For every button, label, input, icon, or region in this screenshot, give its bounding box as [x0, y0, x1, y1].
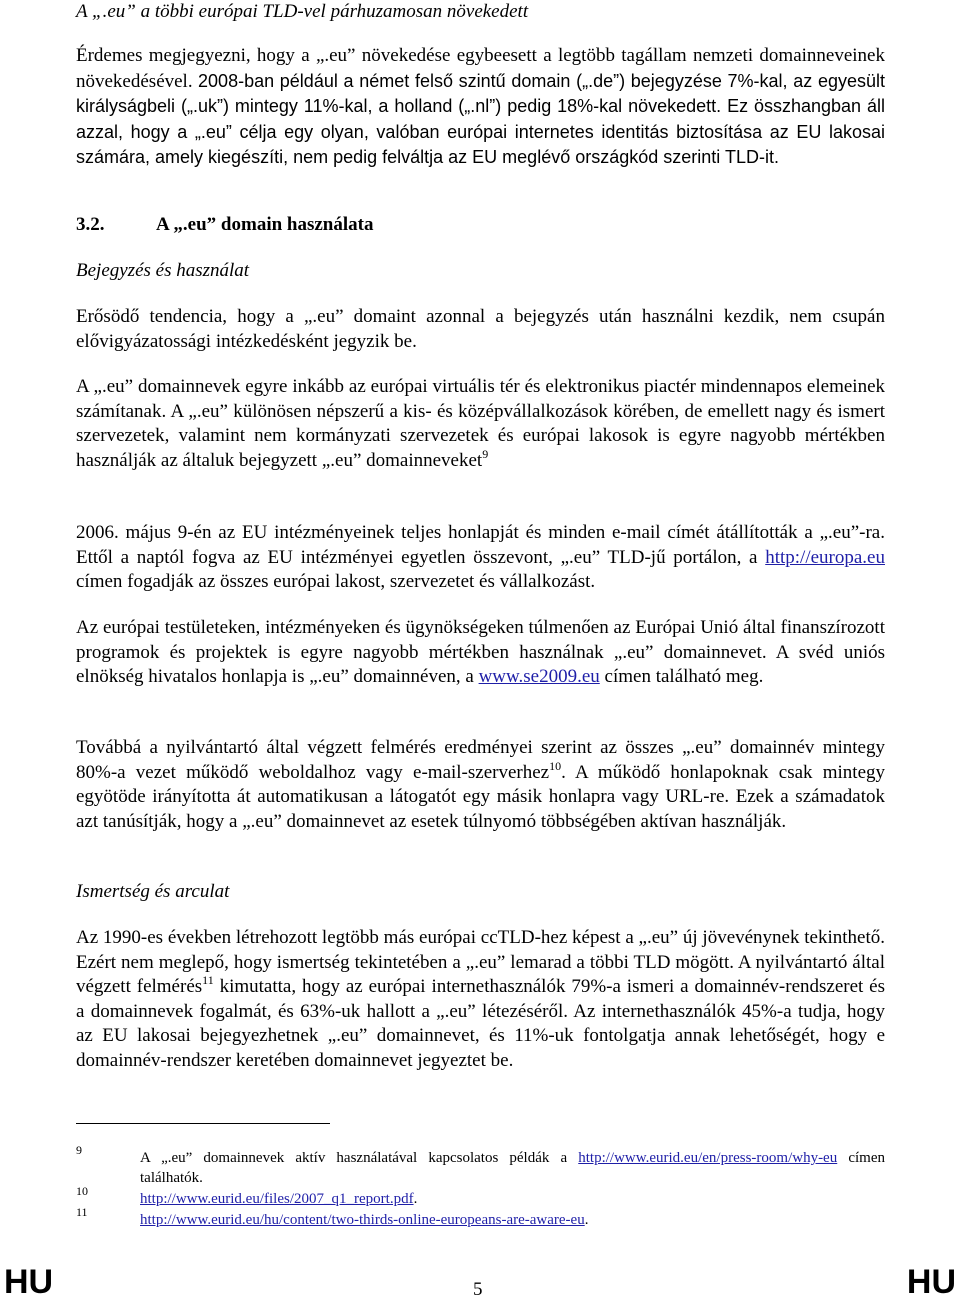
paragraph-3-text: A „.eu” domainnevek egyre inkább az európai virtuális tér és elektronikus piactér mindennapos elemeinek számítanak. A „.eu” különösen népszerű a kis- és középvállalkozások körében, de emellett nagy és ismert szervezetek, valamint nem kormányzati szervezetek és európai lakosok is egyre nagyobb mértékben használják az általuk bejegyzett „.eu” domainneveket: [76, 376, 885, 471]
footnote-11-body: [140, 1210, 885, 1230]
paragraph-4: [76, 521, 885, 595]
footnote-11-mark: 11: [76, 1205, 88, 1219]
footnote-10-mark: 10: [76, 1184, 88, 1198]
top-heading: A „.eu” a többi európai TLD-vel párhuzamosan növekedett: [76, 1, 529, 22]
paragraph-7: [76, 926, 885, 1073]
footnote-9-mark: 9: [76, 1143, 82, 1157]
paragraph-1-serif: Érdemes megjegyezni, hogy a „.eu” növekedése egybeesett a legtöbb tagállam nemzeti domainneveinek növekedésével.: [76, 45, 885, 92]
europa-link[interactable]: http://europa.eu: [765, 546, 885, 568]
paragraph-6-text-end: . A működő honlapoknak csak mintegy egyötöde irányította át automatikusan a látogatót egy másik honlapra vagy URL-re. Ezek a számadatok azt tanúsítják, hogy a „.eu” domainnevet az esetek túlnyomó többségében aktívan használják.: [76, 761, 886, 832]
paragraph-7-text-end: kimutatta, hogy az európai internethasználók 79%-a ismeri a domainnév-rendszeret és a domainnevek fogalmát, és 63%-uk hallott a „.eu” létezéséről. Az internethasználók 45%-a tudja, hogy az EU lakosai bejegyezhetnek „.eu” domainnevet, és 11%-uk fontolgatja annak lehetőségét, hogy e domainnév-rendszer keretében domainnevet jegyeztet be.: [76, 976, 886, 1071]
footnote-11-text-end: .: [584, 1212, 589, 1228]
subheading-registration: Bejegyzés és használat: [76, 260, 250, 281]
footnote-9-link[interactable]: http://www.eurid.eu/en/press-room/why-eu: [578, 1150, 838, 1166]
footnote-ref-10[interactable]: 10: [549, 758, 562, 773]
paragraph-4-text: 2006. május 9-én az EU intézményeinek teljes honlapját és minden e-mail címét átállították a „.eu”-ra. Ettől a naptól fogva az EU intézményei egyetlen összevont, „.eu” TLD-jű portálon, a: [76, 522, 885, 568]
footer-language-left: HU: [4, 1263, 54, 1301]
paragraph-5-text: Az európai testületeken, intézményeken és ügynökségeken túlmenően az Európai Unió által finanszírozott programok és projektek is egyre nagyobb mértékben használnak „.eu” domainnevet. A svéd uniós elnökség hivatalos honlapja is „.eu” domainnéven, a: [76, 617, 885, 687]
footer-language-right: HU: [906, 1263, 956, 1301]
footnote-9-text-end: címen találhatók.: [140, 1150, 885, 1186]
paragraph-1-sans: 2008-ban például a német felső szintű domain („.de”) bejegyzése 7%-kal, az egyesült királyságbeli („.uk”) mintegy 11%-kal, a holland („.nl”) pedig 18%-kal növekedett. Ez összhangban áll azzal, hogy a „.eu” célja egy olyan, valóban európai internetes identitás biztosítása az EU lakosai számára, amely kiegészíti, nem pedig felváltja az EU meglévő országkód szerinti TLD-it.: [76, 70, 885, 167]
section-heading: [76, 213, 885, 237]
footnote-9-body: [140, 1148, 885, 1188]
paragraph-2: Erősödő tendencia, hogy a „.eu” domaint azonnal a bejegyzés után használni kezdik, nem csupán elővigyázatossági intézkedésként jegyzik be.: [76, 306, 885, 352]
footnote-ref-11[interactable]: 11: [202, 973, 214, 987]
section-title: A „.eu” domain használata: [156, 214, 374, 235]
footnote-10-body: [140, 1189, 885, 1209]
footnote-ref-9[interactable]: 9: [482, 446, 489, 461]
paragraph-6-text: Továbbá a nyilvántartó által végzett felmérés eredményei szerint az összes „.eu” domainnév mintegy 80%-a vezet működő weboldalhoz vagy e-mail-szerverhez: [76, 737, 885, 783]
page-number: 5: [473, 1279, 483, 1300]
paragraph-4-text-end: címen fogadják az összes európai lakost, szervezetet és vállalkozást.: [76, 571, 596, 592]
footnote-9-text: A „.eu” domainnevek aktív használatával kapcsolatos példák a: [140, 1150, 579, 1166]
paragraph-6: [76, 736, 885, 834]
paragraph-5: [76, 616, 885, 690]
paragraph-1: [76, 44, 885, 171]
footnote-10-text-end: .: [413, 1191, 418, 1207]
section-number: 3.2.: [76, 214, 105, 235]
se2009-link[interactable]: www.se2009.eu: [478, 666, 600, 687]
footnote-separator: [76, 1123, 330, 1124]
footnote-10-link[interactable]: http://www.eurid.eu/files/2007_q1_report.pdf: [140, 1191, 414, 1207]
paragraph-5-text-end: címen található meg.: [599, 666, 764, 687]
paragraph-7-text: Az 1990-es években létrehozott legtöbb más európai ccTLD-hez képest a „.eu” új jövevénynek tekinthető. Ezért nem meglepő, hogy ismertség tekintetében a „.eu” lemarad a többi TLD mögött. A nyilvántartó által végzett felmérés: [76, 927, 885, 997]
footnote-11-link[interactable]: http://www.eurid.eu/hu/content/two-thirds-online-europeans-are-aware-eu: [140, 1212, 585, 1228]
subheading-awareness: Ismertség és arculat: [76, 881, 230, 902]
paragraph-3: [76, 375, 885, 473]
